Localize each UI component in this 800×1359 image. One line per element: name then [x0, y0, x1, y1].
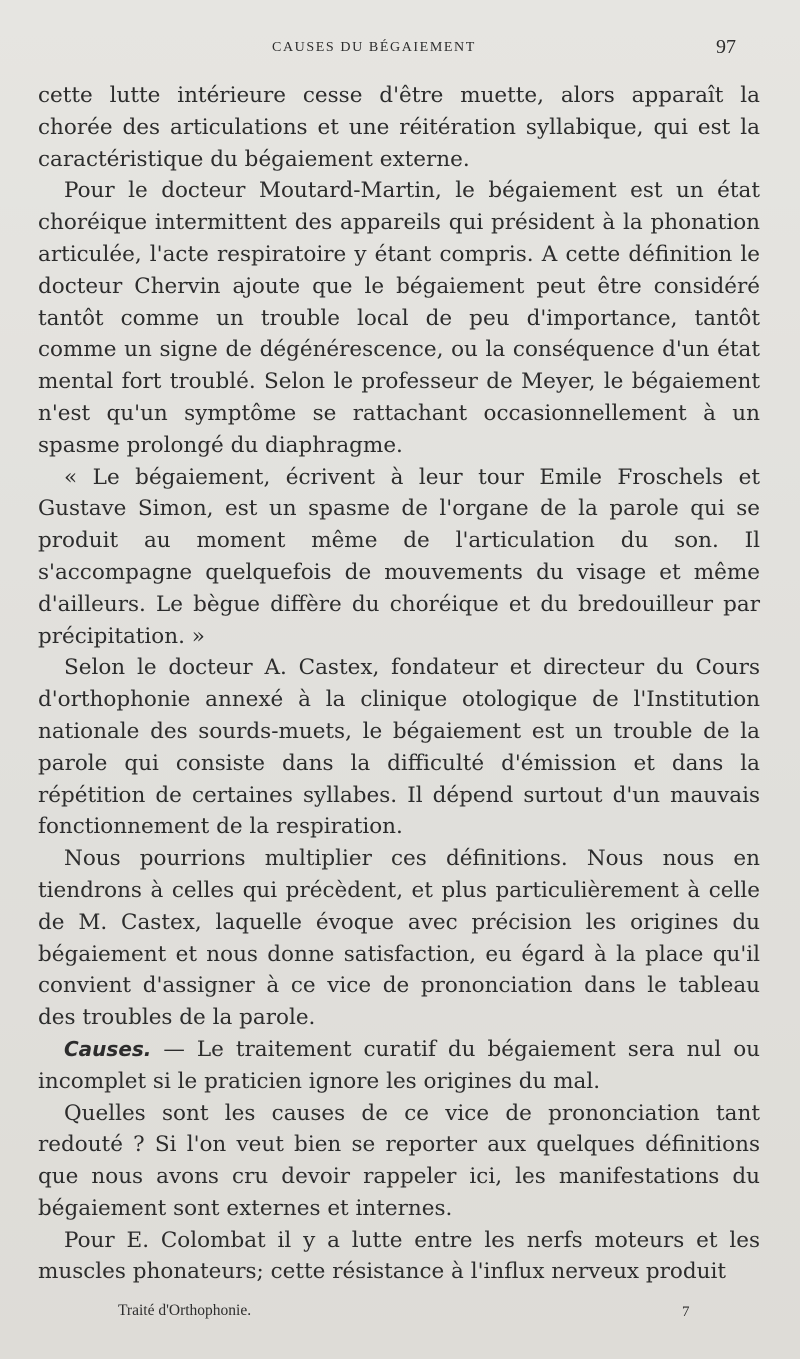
page-number: 97 — [716, 36, 736, 58]
running-head — [0, 36, 800, 62]
paragraph-definitions: Nous pourrions multiplier ces définitions. Nous nous en tiendrons à celles qui précèdent, et plus particulièrement à celle de M. Castex, laquelle évoque avec précision les origines du bégaiement et nous donne satisfaction, eu égard à la place qu'il convient d'assigner à ce vice de prononciation dans le tableau des troubles de la parole. — [38, 846, 760, 1031]
paragraph-causes — [38, 1034, 760, 1098]
paragraph-questions: Quelles sont les causes de ce vice de prononciation tant redouté ? Si l'on veut bien se reporter aux quelques définitions que nous avons cru devoir rappeler ici, les manifestations du bégaiement sont externes et internes. — [38, 1100, 760, 1221]
page-footer — [0, 1298, 800, 1328]
footer-book-title: Traité d'Orthophonie. — [118, 1302, 252, 1319]
paragraph-moutard-martin: Pour le docteur Moutard-Martin, le bégaiement est un état choréique intermittent des appareils qui président à la phonation articulée, l'acte respiratoire y étant compris. A cette définition le docteur Chervin ajoute que le bégaiement peut être considéré tantôt comme un trouble local de peu d'importance, tantôt comme un signe de dégénérescence, ou la conséquence d'un état mental fort troublé. Selon le professeur de Meyer, le bégaiement n'est qu'un symptôme se rattachant occasionnellement à un spasme prolongé du diaphragme. — [38, 178, 760, 458]
paragraph-continuation: cette lutte intérieure cesse d'être muette, alors apparaît la chorée des articulations et une réitération syllabique, qui est la caractéristique du bégaiement externe. — [38, 83, 760, 172]
section-heading-causes: Causes. — [64, 1036, 152, 1061]
paragraph-causes-text: — Le traitement curatif du bégaiement sera nul ou incomplet si le praticien ignore les origines du mal. — [38, 1036, 760, 1094]
paragraph-castex: Selon le docteur A. Castex, fondateur et directeur du Cours d'orthophonie annexé à la clinique otologique de l'Institution nationale des sourds-muets, le bégaiement est un trouble de la parole qui consiste dans la difficulté d'émission et dans la répétition de certaines syllabes. Il dépend surtout d'un mauvais fonctionnement de la respiration. — [38, 655, 760, 840]
signature-mark: 7 — [682, 1304, 690, 1320]
paragraph-colombat: Pour E. Colombat il y a lutte entre les nerfs moteurs et les muscles phonateurs; cette résistance à l'influx nerveux produit — [38, 1227, 760, 1285]
running-title: CAUSES DU BÉGAIEMENT — [272, 40, 476, 55]
paragraph-froschels-quote: « Le bégaiement, écrivent à leur tour Emile Froschels et Gustave Simon, est un spasme de l'organe de la parole qui se produit au moment même de l'articulation du son. Il s'accompagne quelquefois de mouvements du visage et même d'ailleurs. Le bègue diffère du choréique et du bredouilleur par précipitation. » — [38, 464, 760, 649]
body-text — [38, 80, 760, 1288]
